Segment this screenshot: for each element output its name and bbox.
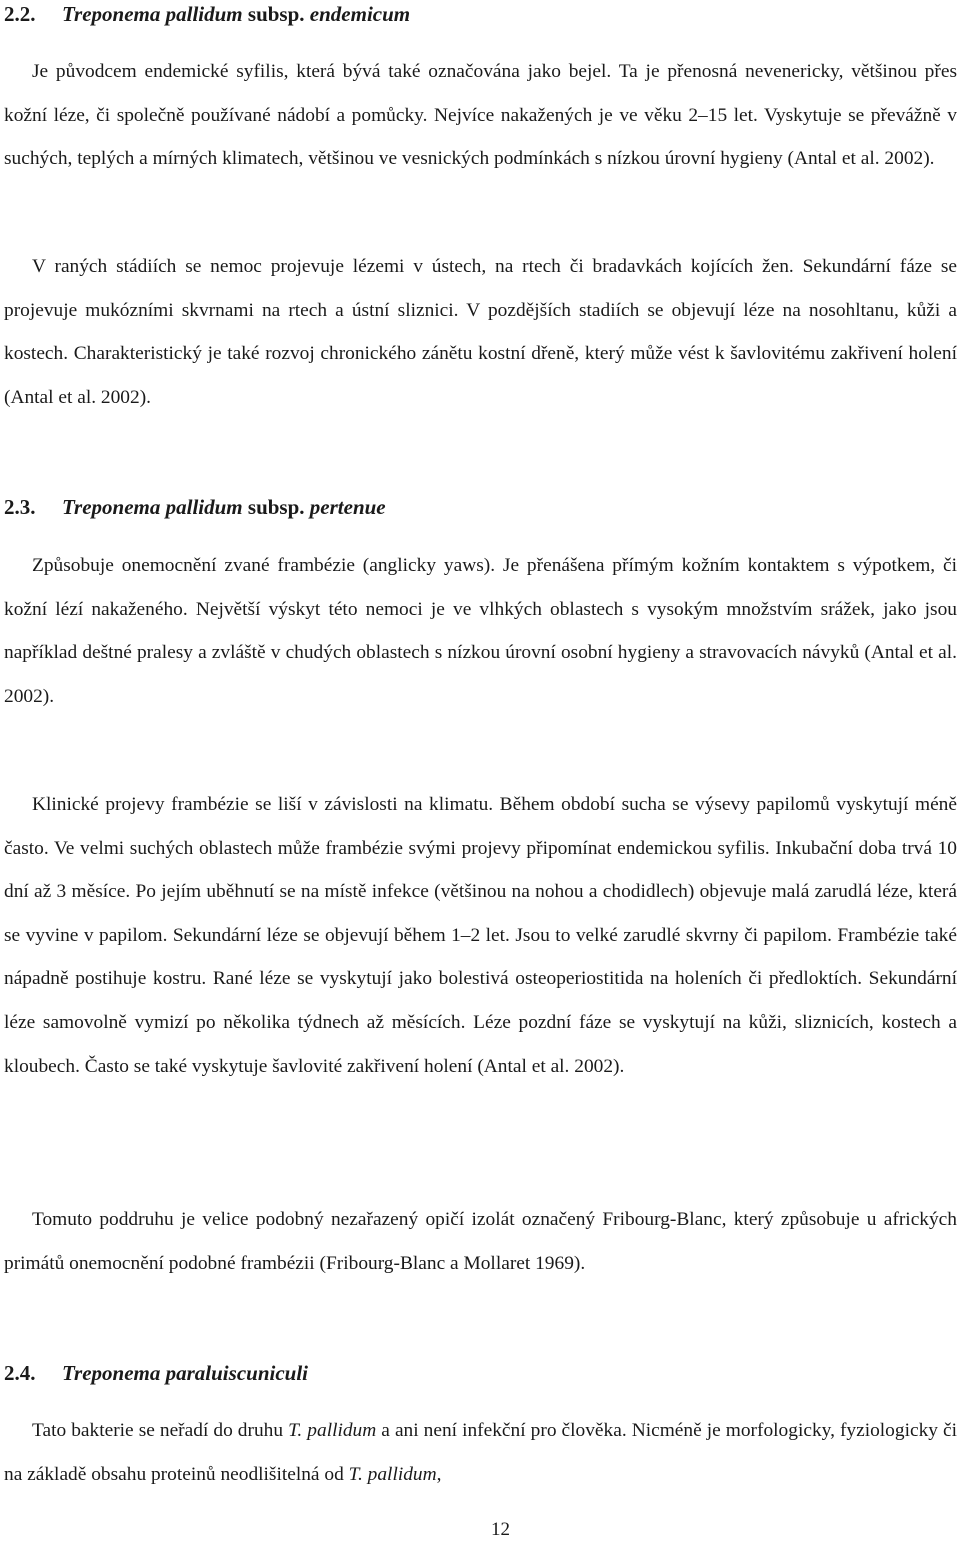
section-title-italic: Treponema pallidum — [62, 495, 243, 519]
species-name: T. pallidum — [348, 1463, 437, 1485]
species-name: T. pallidum — [288, 1420, 377, 1441]
paragraph: Tomuto poddruhu je velice podobný nezařazený opičí izolát označený Fribourg-Blanc, který způsobuje u afrických primátů onemocnění podobné frambézii (Fribourg-Blanc a Mollaret 1969). — [4, 1209, 957, 1274]
text-run: , — [436, 1463, 442, 1485]
section-heading-2-3 — [4, 494, 386, 520]
section-number: 2.3. — [4, 495, 36, 519]
section-number: 2.4. — [4, 1361, 36, 1385]
section-heading-2-2 — [4, 1, 410, 27]
page-number: 12 — [491, 1519, 510, 1540]
section-title-bold: subsp. — [242, 495, 310, 519]
section-heading-2-4 — [4, 1360, 308, 1386]
paragraph — [4, 1409, 957, 1496]
document-page — [4, 0, 957, 1543]
paragraph: V raných stádiích se nemoc projevuje lézemi v ústech, na rtech či bradavkách kojících žen. Sekundární fáze se projevuje mukózními skvrnami na rtech a ústní sliznici. V pozdějších stadiích se objevují léze na nosohltanu, kůži a kostech. Charakteristický je také rozvoj chronického zánětu kostní dřeně, který může vést k šavlovitému zakřivení holení (Antal et al. 2002). — [4, 256, 957, 408]
section-number: 2.2. — [4, 2, 36, 26]
text-run: Tato bakterie se neřadí do druhu — [32, 1420, 289, 1441]
section-title-italic: Treponema paraluiscuniculi — [62, 1361, 309, 1385]
paragraph: Je původcem endemické syfilis, která bývá také označována jako bejel. Ta je přenosná nevenericky, většinou přes kožní léze, či společně používané nádobí a pomůcky. Nejvíce nakažených je ve věku 2–15 let. Vyskytuje se převážně v suchých, teplých a mírných klimatech, většinou ve vesnických podmínkách s nízkou úrovní hygieny (Antal et al. 2002). — [4, 61, 957, 170]
section-title-bold: subsp. — [242, 2, 310, 26]
text-run: a ani není infekční pro člověka. Nicméně je morfologicky, fyziologicky či na základě obsahu proteinů neodlišitelná od — [4, 1420, 957, 1485]
paragraph: Způsobuje onemocnění zvané frambézie (anglicky yaws). Je přenášena přímým kožním kontaktem s výpotkem, či kožní lézí nakaženého. Největší výskyt této nemoci je ve vlhkých oblastech s vysokým množstvím srážek, jako jsou například deštné pralesy a zvláště v chudých oblastech s nízkou úrovní osobní hygieny a stravovacích návyků (Antal et al. 2002). — [4, 555, 957, 707]
section-title-italic-2: pertenue — [309, 495, 386, 519]
section-title-italic: Treponema pallidum — [62, 2, 243, 26]
paragraph: Klinické projevy frambézie se liší v závislosti na klimatu. Během období sucha se výsevy papilomů vyskytují méně často. Ve velmi suchých oblastech může frambézie svými projevy připomínat endemickou syfilis. Inkubační doba trvá 10 dní až 3 měsíce. Po jejím uběhnutí se na místě infekce (většinou na nohou a chodidlech) objevuje malá zarudlá léze, která se vyvine v papilom. Sekundární léze se objevují během 1–2 let. Jsou to velké zarudlé skvrny či papilom. Frambézie také nápadně postihuje kostru. Rané léze se vyskytují jako bolestivá osteoperiostitida na holeních či předloktích. Sekundární léze samovolně vymizí po několika týdnech až měsících. Léze pozdní fáze se vyskytují na kůži, sliznicích, kostech a kloubech. Často se také vyskytuje šavlovité zakřivení holení (Antal et al. 2002). — [4, 794, 957, 1077]
section-title-italic-2: endemicum — [309, 2, 411, 26]
